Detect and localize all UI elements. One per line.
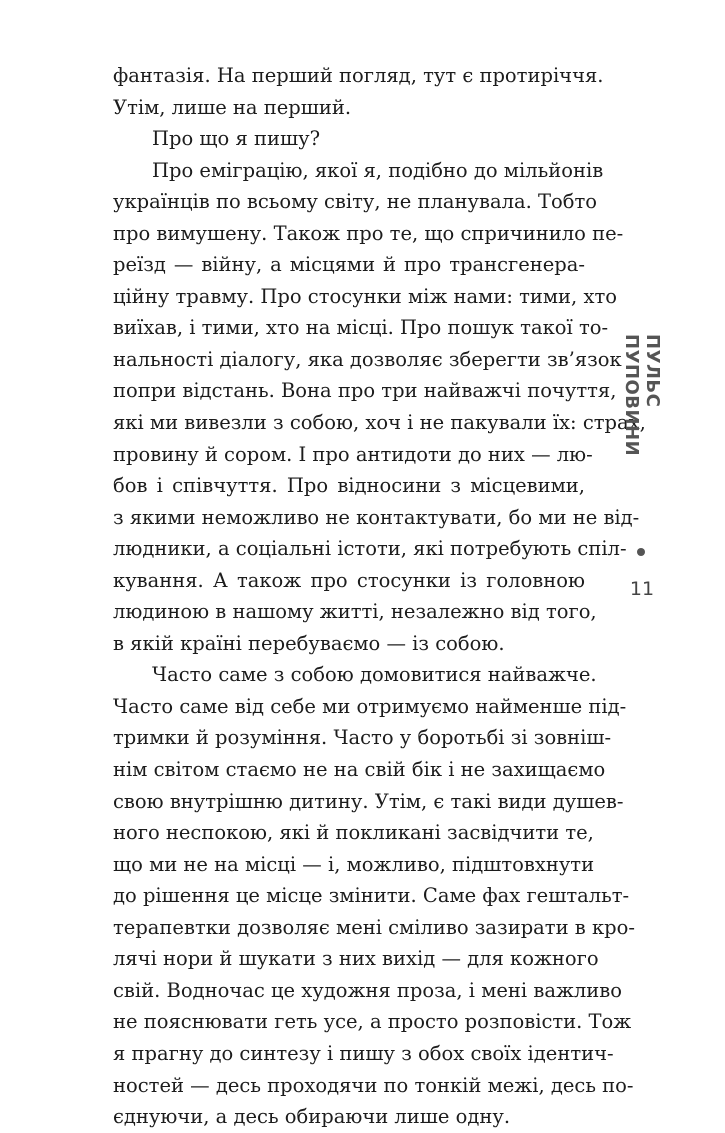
text-line: Про еміграцію, якої я, подібно до мільйонів <box>152 158 604 182</box>
text-line: які ми вивезли з собою, хоч і не пакували їх: страх, <box>113 411 646 435</box>
text-line: ностей — десь проходячи по тонкій межі, десь по- <box>113 1073 634 1097</box>
text-line: кування. А також про стосунки із головною <box>113 568 585 592</box>
separator-dot-icon <box>637 548 645 556</box>
text-line: не пояснювати геть усе, а просто розповісти. Тож <box>113 1010 632 1034</box>
text-line: провину й сором. І про антидоти до них — лю- <box>113 442 593 466</box>
text-line: людиною в нашому житті, незалежно від того, <box>113 600 597 624</box>
text-line: свій. Водночас це художня проза, і мені важливо <box>113 978 623 1002</box>
text-line: в якій країні перебуваємо — із собою. <box>113 631 505 655</box>
text-line: я прагну до синтезу і пишу з обох своїх ідентич- <box>113 1041 614 1065</box>
text-line: що ми не на місці — і, можливо, підштовхнути <box>113 852 595 876</box>
text-line: людники, а соціальні істоти, які потребують спіл- <box>113 537 627 561</box>
text-line: ційну травму. Про стосунки між нами: тими, хто <box>113 284 617 308</box>
text-line: свою внутрішню дитину. Утім, є такі види душев- <box>113 789 624 813</box>
text-line: нім світом стаємо не на свій бік і не захищаємо <box>113 758 606 782</box>
text-line: єднуючи, а десь обираючи лише одну. <box>113 1105 511 1129</box>
text-line: нальності діалогу, яка дозволяє зберегти зв’язок <box>113 347 622 371</box>
text-line: Часто саме з собою домовитися найважче. <box>152 663 597 687</box>
text-line: з якими неможливо не контактувати, бо ми не від- <box>113 505 640 529</box>
text-line: Про що я пишу? <box>152 127 321 151</box>
text-line: фантазія. На перший погляд, тут є протиріччя. <box>113 64 604 87</box>
text-line: бов і співчуття. Про відносини з місцевими, <box>113 474 585 498</box>
text-line: до рішення це місце змінити. Саме фах гештальт- <box>113 884 630 908</box>
text-line: Утім, лише на перший. <box>113 95 352 119</box>
text-line: виїхав, і тими, хто на місці. Про пошук такої то- <box>113 316 609 340</box>
text-line: лячі нори й шукати з них вихід — для кожного <box>113 947 599 971</box>
running-head: ПУЛЬС ПУПОВИНИ <box>621 334 663 457</box>
text-line: попри відстань. Вона про три найважчі почуття, <box>113 379 617 403</box>
text-line: про вимушену. Також про те, що спричинило пе- <box>113 221 624 245</box>
text-line: ного неспокою, які й покликані засвідчити те, <box>113 821 594 845</box>
text-line: тримки й розуміння. Часто у боротьбі зі зовніш- <box>113 726 612 750</box>
text-line: Часто саме від себе ми отримуємо найменше під- <box>113 694 627 718</box>
text-line: терапевтки дозволяє мені сміливо зазирати в кро- <box>113 915 635 939</box>
page-number: 11 <box>629 578 655 600</box>
text-line: українців по всьому світу, не планувала. Тобто <box>113 190 598 214</box>
text-line: реїзд — війну, а місцями й про трансгенера- <box>113 253 585 277</box>
